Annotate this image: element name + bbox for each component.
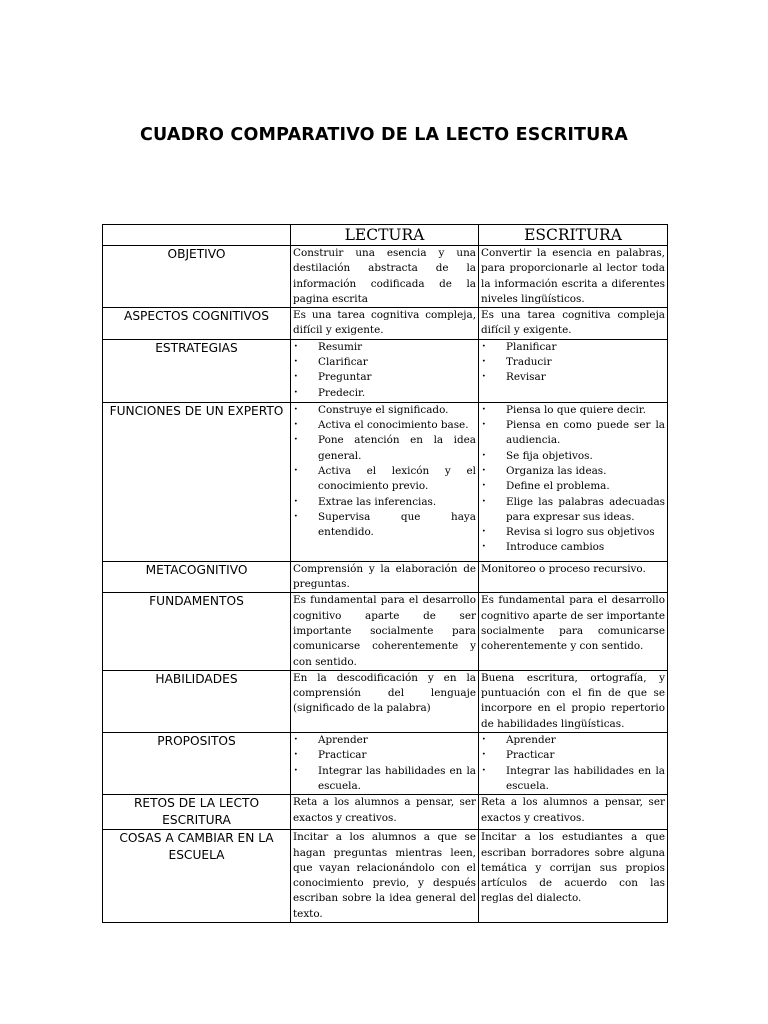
escritura-cell bbox=[479, 402, 668, 561]
escritura-bullet-list bbox=[481, 340, 665, 386]
row-label: PROPOSITOS bbox=[103, 733, 291, 795]
list-item: · Traducir bbox=[481, 355, 665, 370]
list-item: · Define el problema. bbox=[481, 479, 665, 494]
row-label: ESTRATEGIAS bbox=[103, 339, 291, 402]
lectura-bullet-list bbox=[293, 403, 476, 541]
list-item: · Practicar bbox=[293, 748, 476, 763]
row-label: RETOS DE LA LECTO ESCRITURA bbox=[103, 795, 291, 830]
list-item: · Integrar las habilidades en la escuela. bbox=[481, 764, 665, 795]
lectura-cell bbox=[291, 339, 479, 402]
table-row bbox=[103, 339, 668, 402]
list-item: · Resumir bbox=[293, 340, 476, 355]
row-label: OBJETIVO bbox=[103, 246, 291, 308]
escritura-cell: Monitoreo o proceso recursivo. bbox=[479, 561, 668, 593]
escritura-cell: Es fundamental para el desarrollo cognitivo aparte de ser importante socialmente para comunicarse coherentemente y con sentido. bbox=[479, 593, 668, 670]
list-item: · Aprender bbox=[293, 733, 476, 748]
escritura-cell: Convertir la esencia en palabras, para proporcionarle al lector toda la información escrita a diferentes niveles lingüísticos. bbox=[479, 246, 668, 308]
row-label: FUNCIONES DE UN EXPERTO bbox=[103, 402, 291, 561]
list-item: · Aprender bbox=[481, 733, 665, 748]
table-header-row bbox=[103, 225, 668, 246]
table-row bbox=[103, 593, 668, 670]
row-label: METACOGNITIVO bbox=[103, 561, 291, 593]
document-title: CUADRO COMPARATIVO DE LA LECTO ESCRITURA bbox=[139, 125, 628, 145]
comparison-table bbox=[102, 224, 668, 923]
list-item: · Planificar bbox=[481, 340, 665, 355]
list-item: · Elige las palabras adecuadas para expresar sus ideas. bbox=[481, 495, 665, 526]
escritura-cell: Incitar a los estudiantes a que escriban borradores sobre alguna temática y corrijan sus propios artículos de acuerdo con las reglas del dialecto. bbox=[479, 830, 668, 923]
list-item: · Practicar bbox=[481, 748, 665, 763]
row-label: FUNDAMENTOS bbox=[103, 593, 291, 670]
row-label: ASPECTOS COGNITIVOS bbox=[103, 308, 291, 340]
escritura-cell bbox=[479, 339, 668, 402]
table-row bbox=[103, 308, 668, 340]
list-item: · Pone atención en la idea general. bbox=[293, 433, 476, 464]
table-row bbox=[103, 733, 668, 795]
corner-cell bbox=[103, 225, 291, 246]
lectura-cell: Construir una esencia y una destilación abstracta de la información codificada de la pagina escrita bbox=[291, 246, 479, 308]
list-item: · Activa el lexicón y el conocimiento previo. bbox=[293, 464, 476, 495]
column-header-lectura: LECTURA bbox=[291, 225, 479, 246]
table-body bbox=[103, 246, 668, 923]
list-item: · Se fija objetivos. bbox=[481, 449, 665, 464]
column-header-escritura: ESCRITURA bbox=[479, 225, 668, 246]
table-row bbox=[103, 830, 668, 923]
list-item: · Organiza las ideas. bbox=[481, 464, 665, 479]
list-item: · Piensa en como puede ser la audiencia. bbox=[481, 418, 665, 449]
list-item: · Piensa lo que quiere decir. bbox=[481, 403, 665, 418]
list-item: · Revisa si logro sus objetivos bbox=[481, 525, 665, 540]
escritura-cell bbox=[479, 733, 668, 795]
escritura-bullet-list bbox=[481, 733, 665, 794]
escritura-cell: Reta a los alumnos a pensar, ser exactos y creativos. bbox=[479, 795, 668, 830]
row-label: COSAS A CAMBIAR EN LA ESCUELA bbox=[103, 830, 291, 923]
list-item: · Clarificar bbox=[293, 355, 476, 370]
lectura-cell bbox=[291, 402, 479, 561]
escritura-bullet-list bbox=[481, 403, 665, 556]
lectura-bullet-list bbox=[293, 733, 476, 794]
list-item: · Revisar bbox=[481, 370, 665, 385]
lectura-cell: Comprensión y la elaboración de preguntas. bbox=[291, 561, 479, 593]
table-row bbox=[103, 402, 668, 561]
lectura-cell: En la descodificación y en la comprensión del lenguaje (significado de la palabra) bbox=[291, 670, 479, 732]
escritura-cell: Es una tarea cognitiva compleja difícil y exigente. bbox=[479, 308, 668, 340]
list-item: · Integrar las habilidades en la escuela. bbox=[293, 764, 476, 795]
list-item: · Extrae las inferencias. bbox=[293, 495, 476, 510]
lectura-cell bbox=[291, 733, 479, 795]
table-row bbox=[103, 795, 668, 830]
lectura-cell: Incitar a los alumnos a que se hagan preguntas mientras leen, que vayan relacionándolo con el conocimiento previo, y después escriban sobre la idea general del texto. bbox=[291, 830, 479, 923]
list-item: · Preguntar bbox=[293, 370, 476, 385]
list-item: · Activa el conocimiento base. bbox=[293, 418, 476, 433]
table-row bbox=[103, 670, 668, 732]
lectura-cell: Es fundamental para el desarrollo cognitivo aparte de ser importante socialmente para comunicarse coherentemente y con sentido. bbox=[291, 593, 479, 670]
escritura-cell: Buena escritura, ortografía, y puntuación con el fin de que se incorpore en el propio repertorio de habilidades lingüísticas. bbox=[479, 670, 668, 732]
list-item: · Supervisa que haya entendido. bbox=[293, 510, 476, 541]
list-item: · Predecir. bbox=[293, 386, 476, 401]
table-row bbox=[103, 561, 668, 593]
list-item: · Construye el significado. bbox=[293, 403, 476, 418]
lectura-cell: Reta a los alumnos a pensar, ser exactos y creativos. bbox=[291, 795, 479, 830]
list-item: · Introduce cambios bbox=[481, 540, 665, 555]
row-label: HABILIDADES bbox=[103, 670, 291, 732]
lectura-bullet-list bbox=[293, 340, 476, 401]
table-row bbox=[103, 246, 668, 308]
lectura-cell: Es una tarea cognitiva compleja, difícil y exigente. bbox=[291, 308, 479, 340]
